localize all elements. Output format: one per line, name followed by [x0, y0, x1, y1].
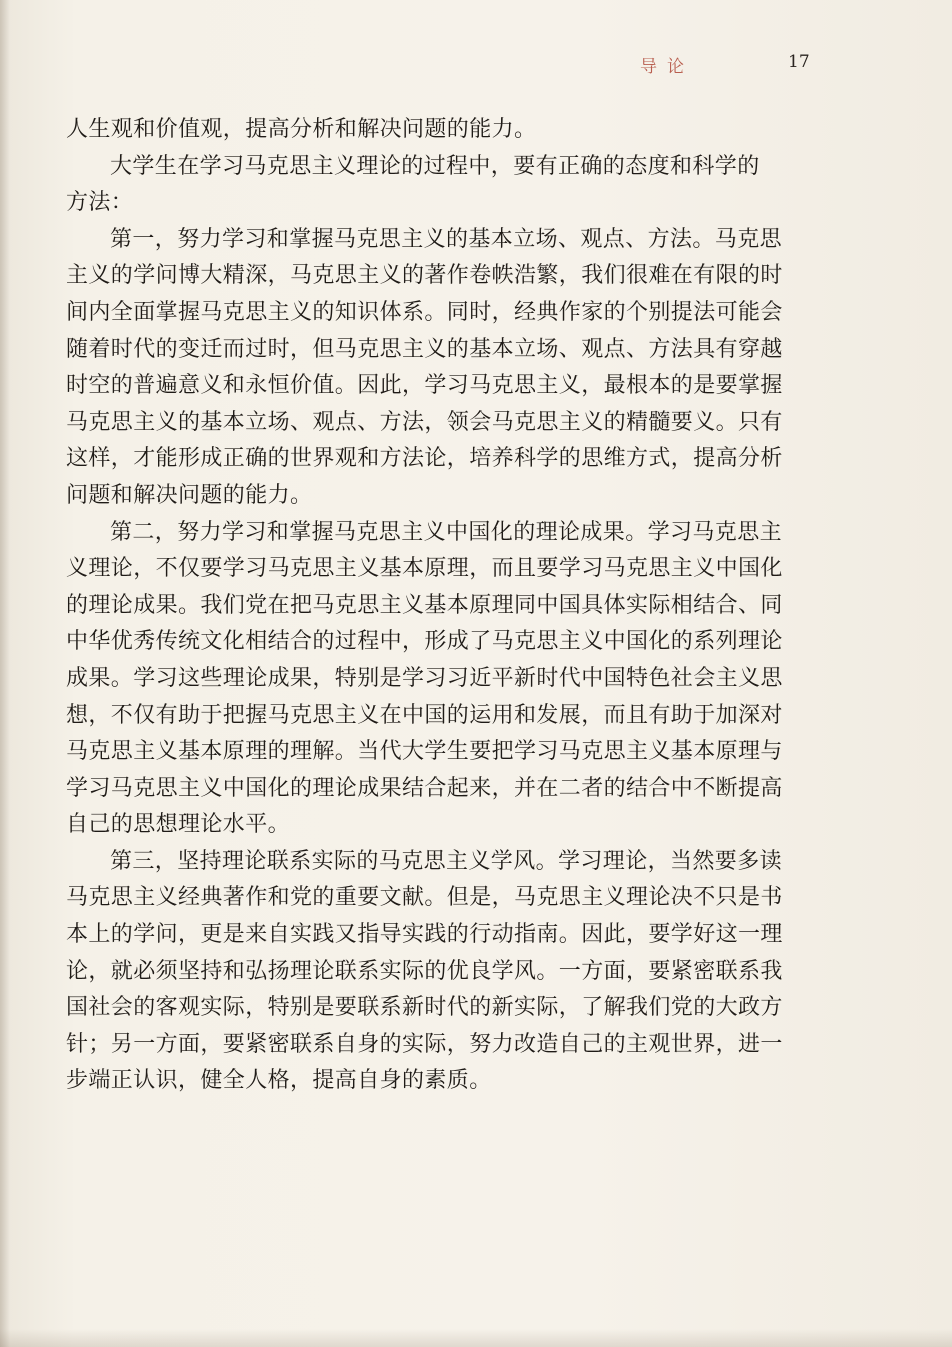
page-edge-shadow [0, 1329, 952, 1347]
page-number: 17 [788, 52, 810, 72]
text-line: 成果。学习这些理论成果，特别是学习习近平新时代中国特色社会主义思 [66, 665, 783, 691]
text-line: 想，不仅有助于把握马克思主义在中国的运用和发展，而且有助于加深对 [66, 702, 783, 728]
text-line: 论，就必须坚持和弘扬理论联系实际的优良学风。一方面，要紧密联系我 [66, 958, 783, 984]
running-head [600, 52, 820, 76]
text-line: 随着时代的变迁而过时，但马克思主义的基本立场、观点、方法具有穿越 [66, 336, 783, 362]
text-line: 的理论成果。我们党在把马克思主义基本原理同中国具体实际相结合、同 [66, 592, 783, 618]
binding-shadow [0, 0, 10, 1347]
text-line: 第二，努力学习和掌握马克思主义中国化的理论成果。学习马克思主 [110, 519, 783, 545]
text-line: 问题和解决问题的能力。 [66, 482, 313, 508]
text-line: 中华优秀传统文化相结合的过程中，形成了马克思主义中国化的系列理论 [66, 629, 783, 655]
text-line: 马克思主义基本原理的理解。当代大学生要把学习马克思主义基本原理与 [66, 739, 783, 765]
text-line: 自己的思想理论水平。 [66, 812, 291, 838]
text-line: 方法： [66, 190, 134, 216]
text-line: 学习马克思主义中国化的理论成果结合起来，并在二者的结合中不断提高 [66, 775, 783, 801]
text-line: 主义的学问博大精深，马克思主义的著作卷帙浩繁，我们很难在有限的时 [66, 263, 783, 289]
text-line: 马克思主义经典著作和党的重要文献。但是，马克思主义理论决不只是书 [66, 885, 783, 911]
body-text [66, 112, 830, 1100]
text-line: 步端正认识，健全人格，提高自身的素质。 [66, 1068, 492, 1094]
text-line: 这样，才能形成正确的世界观和方法论，培养科学的思维方式，提高分析 [66, 446, 783, 472]
section-title: 导论 [640, 57, 694, 77]
text-line: 时空的普遍意义和永恒价值。因此，学习马克思主义，最根本的是要掌握 [66, 373, 783, 399]
text-line: 人生观和价值观，提高分析和解决问题的能力。 [66, 117, 537, 142]
text-line: 大学生在学习马克思主义理论的过程中，要有正确的态度和科学的 [110, 153, 760, 179]
text-line: 间内全面掌握马克思主义的知识体系。同时，经典作家的个别提法可能会 [66, 299, 783, 325]
text-line: 义理论，不仅要学习马克思主义基本原理，而且要学习马克思主义中国化 [66, 556, 783, 582]
text-line: 针；另一方面，要紧密联系自身的实际，努力改造自己的主观世界，进一 [66, 1031, 783, 1057]
text-line: 国社会的客观实际，特别是要联系新时代的新实际，了解我们党的大政方 [66, 995, 783, 1021]
text-line: 本上的学问，更是来自实践又指导实践的行动指南。因此，要学好这一理 [66, 922, 783, 948]
text-line: 第三，坚持理论联系实际的马克思主义学风。学习理论，当然要多读 [110, 848, 783, 874]
text-line: 马克思主义的基本立场、观点、方法，领会马克思主义的精髓要义。只有 [66, 409, 783, 435]
text-line: 第一，努力学习和掌握马克思主义的基本立场、观点、方法。马克思 [110, 226, 783, 252]
